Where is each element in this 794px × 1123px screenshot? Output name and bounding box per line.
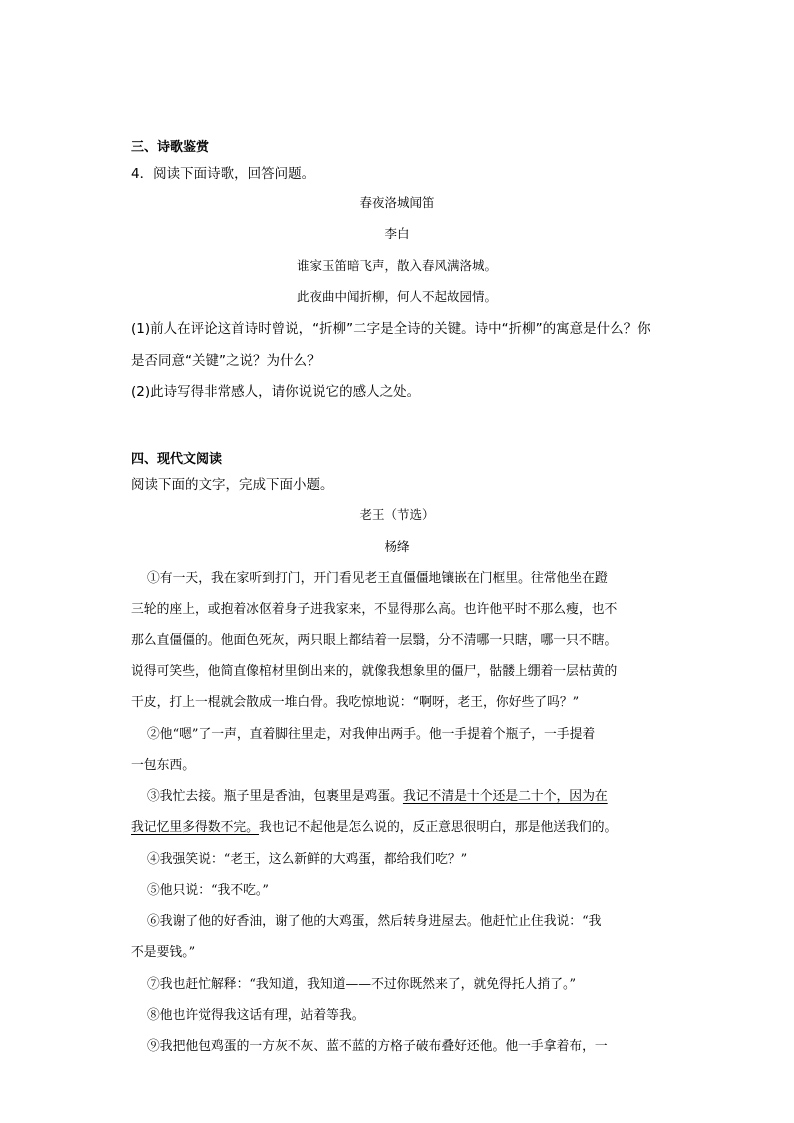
paragraph-3-text-plain-1: ③我忙去接。瓶子里是香油，包裹里是鸡蛋。	[147, 789, 403, 804]
question-2: (2)此诗写得非常感人，请你说说它的感人之处。	[131, 384, 421, 400]
section-heading-modern-reading: 四、现代文阅读	[131, 452, 223, 467]
article-title: 老王（节选）	[359, 507, 435, 522]
question-intro: 4．阅读下面诗歌，回答问题。	[131, 166, 316, 182]
poem-author: 李白	[384, 226, 410, 241]
paragraph-3-underlined-1: 我记不清是十个还是二十个，因为在	[402, 789, 608, 804]
paragraph-3-line-2	[131, 816, 617, 835]
paragraph-1-line-2: 三轮的座上，或抱着冰伛着身子进我家来，不显得那么高。也许他平时不那么瘦，也不	[131, 602, 618, 617]
paragraph-1-line-5: 干皮，打上一棍就会散成一堆白骨。我吃惊地说：“啊呀，老王，你好些了吗？”	[131, 695, 580, 710]
poem-line-2: 此夜曲中闻折柳，何人不起故园情。	[296, 289, 497, 304]
paragraph-9: ⑨我把他包鸡蛋的一方灰不灰、蓝不蓝的方格子破布叠好还他。他一手拿着布，一	[147, 1039, 608, 1054]
paragraph-8: ⑧他也许觉得我这话有理，站着等我。	[147, 1008, 365, 1023]
paragraph-2-line-2: 一包东西。	[131, 758, 195, 773]
paragraph-7: ⑦我也赶忙解释：“我知道，我知道——不过你既然来了，就免得托人捎了。”	[147, 977, 576, 992]
question-1-line-2: 是否同意“关键”之说？为什么？	[131, 353, 321, 369]
poem-title: 春夜洛城闻笛	[359, 195, 435, 210]
paragraph-3-text-plain-2: 我也记不起他是怎么说的，反正意思很明白，那是他送我们的。	[258, 820, 618, 835]
paragraph-5: ⑤他只说：“我不吃。”	[147, 883, 269, 898]
paragraph-1-line-3: 那么直僵僵的。他面色死灰，两只眼上都结着一层翳，分不清哪一只瞎，哪一只不瞎。	[131, 633, 618, 648]
article-author: 杨绛	[384, 539, 410, 554]
question-1-line-1: (1)前人在评论这首诗时曾说，“折柳”二字是全诗的关键。诗中“折柳”的寓意是什么？你	[131, 321, 651, 337]
reading-intro: 阅读下面的文字，完成下面小题。	[131, 477, 334, 493]
paragraph-6-line-1: ⑥我谢了他的好香油，谢了他的大鸡蛋，然后转身进屋去。他赶忙止住我说：“我	[147, 914, 602, 929]
paragraph-2-line-1: ②他“嗯”了一声，直着脚往里走，对我伸出两手。他一手提着个瓶子，一手提着	[147, 727, 596, 742]
paragraph-4: ④我强笑说：“老王，这么新鲜的大鸡蛋，都给我们吃？”	[147, 852, 468, 867]
paragraph-1-line-1: ①有一天，我在家听到打门，开门看见老王直僵僵地镶嵌在门框里。往常他坐在蹬	[147, 571, 608, 586]
paragraph-1-line-4: 说得可笑些，他简直像棺材里倒出来的，就像我想象里的僵尸，骷髅上绷着一层枯黄的	[131, 664, 618, 679]
paragraph-6-line-2: 不是要钱。”	[131, 945, 196, 960]
section-heading-poetry: 三、诗歌鉴赏	[131, 140, 210, 155]
paragraph-3-line-1	[147, 785, 608, 804]
paragraph-3-underlined-2: 我记忆里多得数不完。	[131, 820, 259, 835]
poem-line-1: 谁家玉笛暗飞声，散入春风满洛城。	[296, 258, 497, 273]
